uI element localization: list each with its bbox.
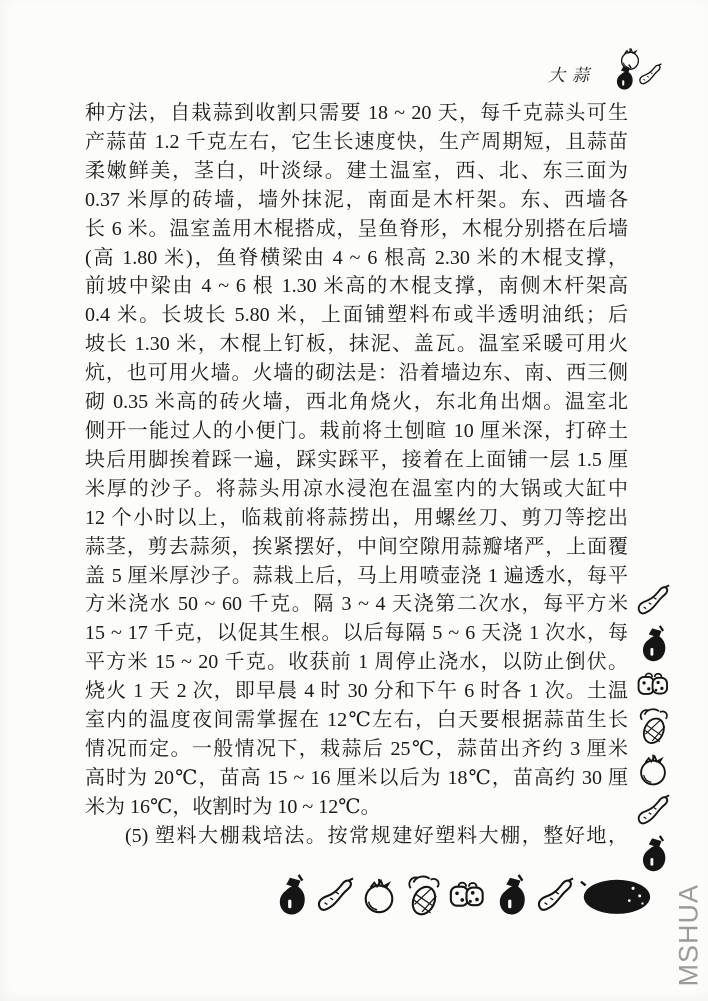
text-line: 米为 16℃，收割时为 10 ~ 12℃。 xyxy=(85,795,381,818)
cucumber-icon xyxy=(316,877,354,915)
text-line: 长 6 米。温室盖用木棍搭成，呈鱼脊形，木棍分别搭在后墙 xyxy=(85,217,628,240)
right-icon-column xyxy=(633,584,673,874)
text-line: 坡长 1.30 米，木棍上钉板，抹泥、盖瓦。温室采暖可用火 xyxy=(85,333,628,356)
eggplant-icon xyxy=(612,64,636,92)
cucumber-icon xyxy=(638,63,662,87)
watermark-text: MSHUA xyxy=(673,883,704,987)
text-line: 15 ~ 17 千克，以促其生根。以后每隔 5 ~ 6 天浇 1 次水，每 xyxy=(85,622,628,645)
tomato-icon xyxy=(360,877,398,915)
cucumber-icon xyxy=(636,584,670,618)
text-line: 块后用脚挨着踩一遍，踩实踩平，接着在上面铺一层 1.5 厘 xyxy=(85,448,628,471)
tomato-icon xyxy=(636,753,670,787)
cucumber-icon xyxy=(636,794,670,828)
text-line: (高 1.80 米)，鱼脊横梁由 4 ~ 6 根高 2.30 米的木棍支撑， xyxy=(85,246,628,269)
text-line: 室内的温度夜间需掌握在 12℃左右，白天要根据蒜苗生长 xyxy=(85,709,628,732)
cucumber-icon xyxy=(536,877,574,915)
eggplant-icon xyxy=(272,874,310,918)
pepper-icon xyxy=(636,671,670,700)
text-line: 烧火 1 天 2 次，即早晨 4 时 30 分和下午 6 时各 1 次。土温 xyxy=(85,680,628,703)
text-block xyxy=(85,99,628,851)
eggplant-icon xyxy=(636,625,670,664)
garlic-braid-icon xyxy=(636,707,670,746)
watermelon-icon xyxy=(580,876,652,916)
text-line: 炕，也可用火墙。火墙的砌法是：沿着墙边东、南、西三侧 xyxy=(85,362,628,385)
text-line: 平方米 15 ~ 20 千克。收获前 1 周停止浇水，以防止倒伏。 xyxy=(85,651,628,674)
text-line: 前坡中梁由 4 ~ 6 根 1.30 米高的木棍支撑，南侧木杆架高 xyxy=(85,275,628,298)
text-line: 12 个小时以上，临栽前将蒜捞出，用螺丝刀、剪刀等挖出 xyxy=(85,506,628,529)
text-line: 盖 5 厘米厚沙子。蒜栽上后，马上用喷壶浇 1 遍透水，每平 xyxy=(85,564,628,587)
header-veggies-cluster xyxy=(612,47,666,91)
text-line: 0.4 米。长坡长 5.80 米，上面铺塑料布或半透明油纸；后 xyxy=(85,304,628,327)
garlic-braid-icon xyxy=(404,874,442,918)
text-line: 种方法，自栽蒜到收割只需要 18 ~ 20 天，每千克蒜头可生 xyxy=(85,102,628,124)
eggplant-icon xyxy=(492,874,530,918)
text-line: 方米浇水 50 ~ 60 千克。隔 3 ~ 4 天浇第二次水，每平方米 xyxy=(85,593,628,616)
text-line: 米厚的沙子。将蒜头用凉水浸泡在温室内的大锅或大缸中 xyxy=(85,477,628,500)
text-line: 0.37 米厚的砖墙，墙外抹泥，南面是木杆架。东、西墙各 xyxy=(85,188,628,211)
text-line: 蒜茎，剪去蒜须，挨紧摆好，中间空隙用蒜瓣堵严，上面覆 xyxy=(85,535,628,558)
text-line: 侧开一能过人的小便门。栽前将土刨暄 10 厘米深，打碎土 xyxy=(85,419,628,442)
bottom-icon-row xyxy=(272,874,652,918)
text-line: 产蒜苗 1.2 千克左右，它生长速度快，生产周期短，且蒜苗 xyxy=(85,130,628,153)
text-line: 砌 0.35 米高的砖火墙，西北角烧火，东北角出烟。温室北 xyxy=(85,391,628,414)
eggplant-icon xyxy=(636,835,670,874)
text-line: 柔嫩鲜美，茎白，叶淡绿。建土温室，西、北、东三面为 xyxy=(85,159,628,182)
running-title: 大蒜 xyxy=(548,65,596,85)
pepper-icon xyxy=(448,880,486,912)
running-header xyxy=(548,47,666,91)
text-line: (5) 塑料大棚栽培法。按常规建好塑料大棚，整好地， xyxy=(125,824,628,847)
text-line: 情况而定。一般情况下，栽蒜后 25℃，蒜苗出齐约 3 厘米 xyxy=(85,737,628,760)
text-line: 高时为 20℃，苗高 15 ~ 16 厘米以后为 18℃，苗高约 30 厘 xyxy=(85,766,628,789)
